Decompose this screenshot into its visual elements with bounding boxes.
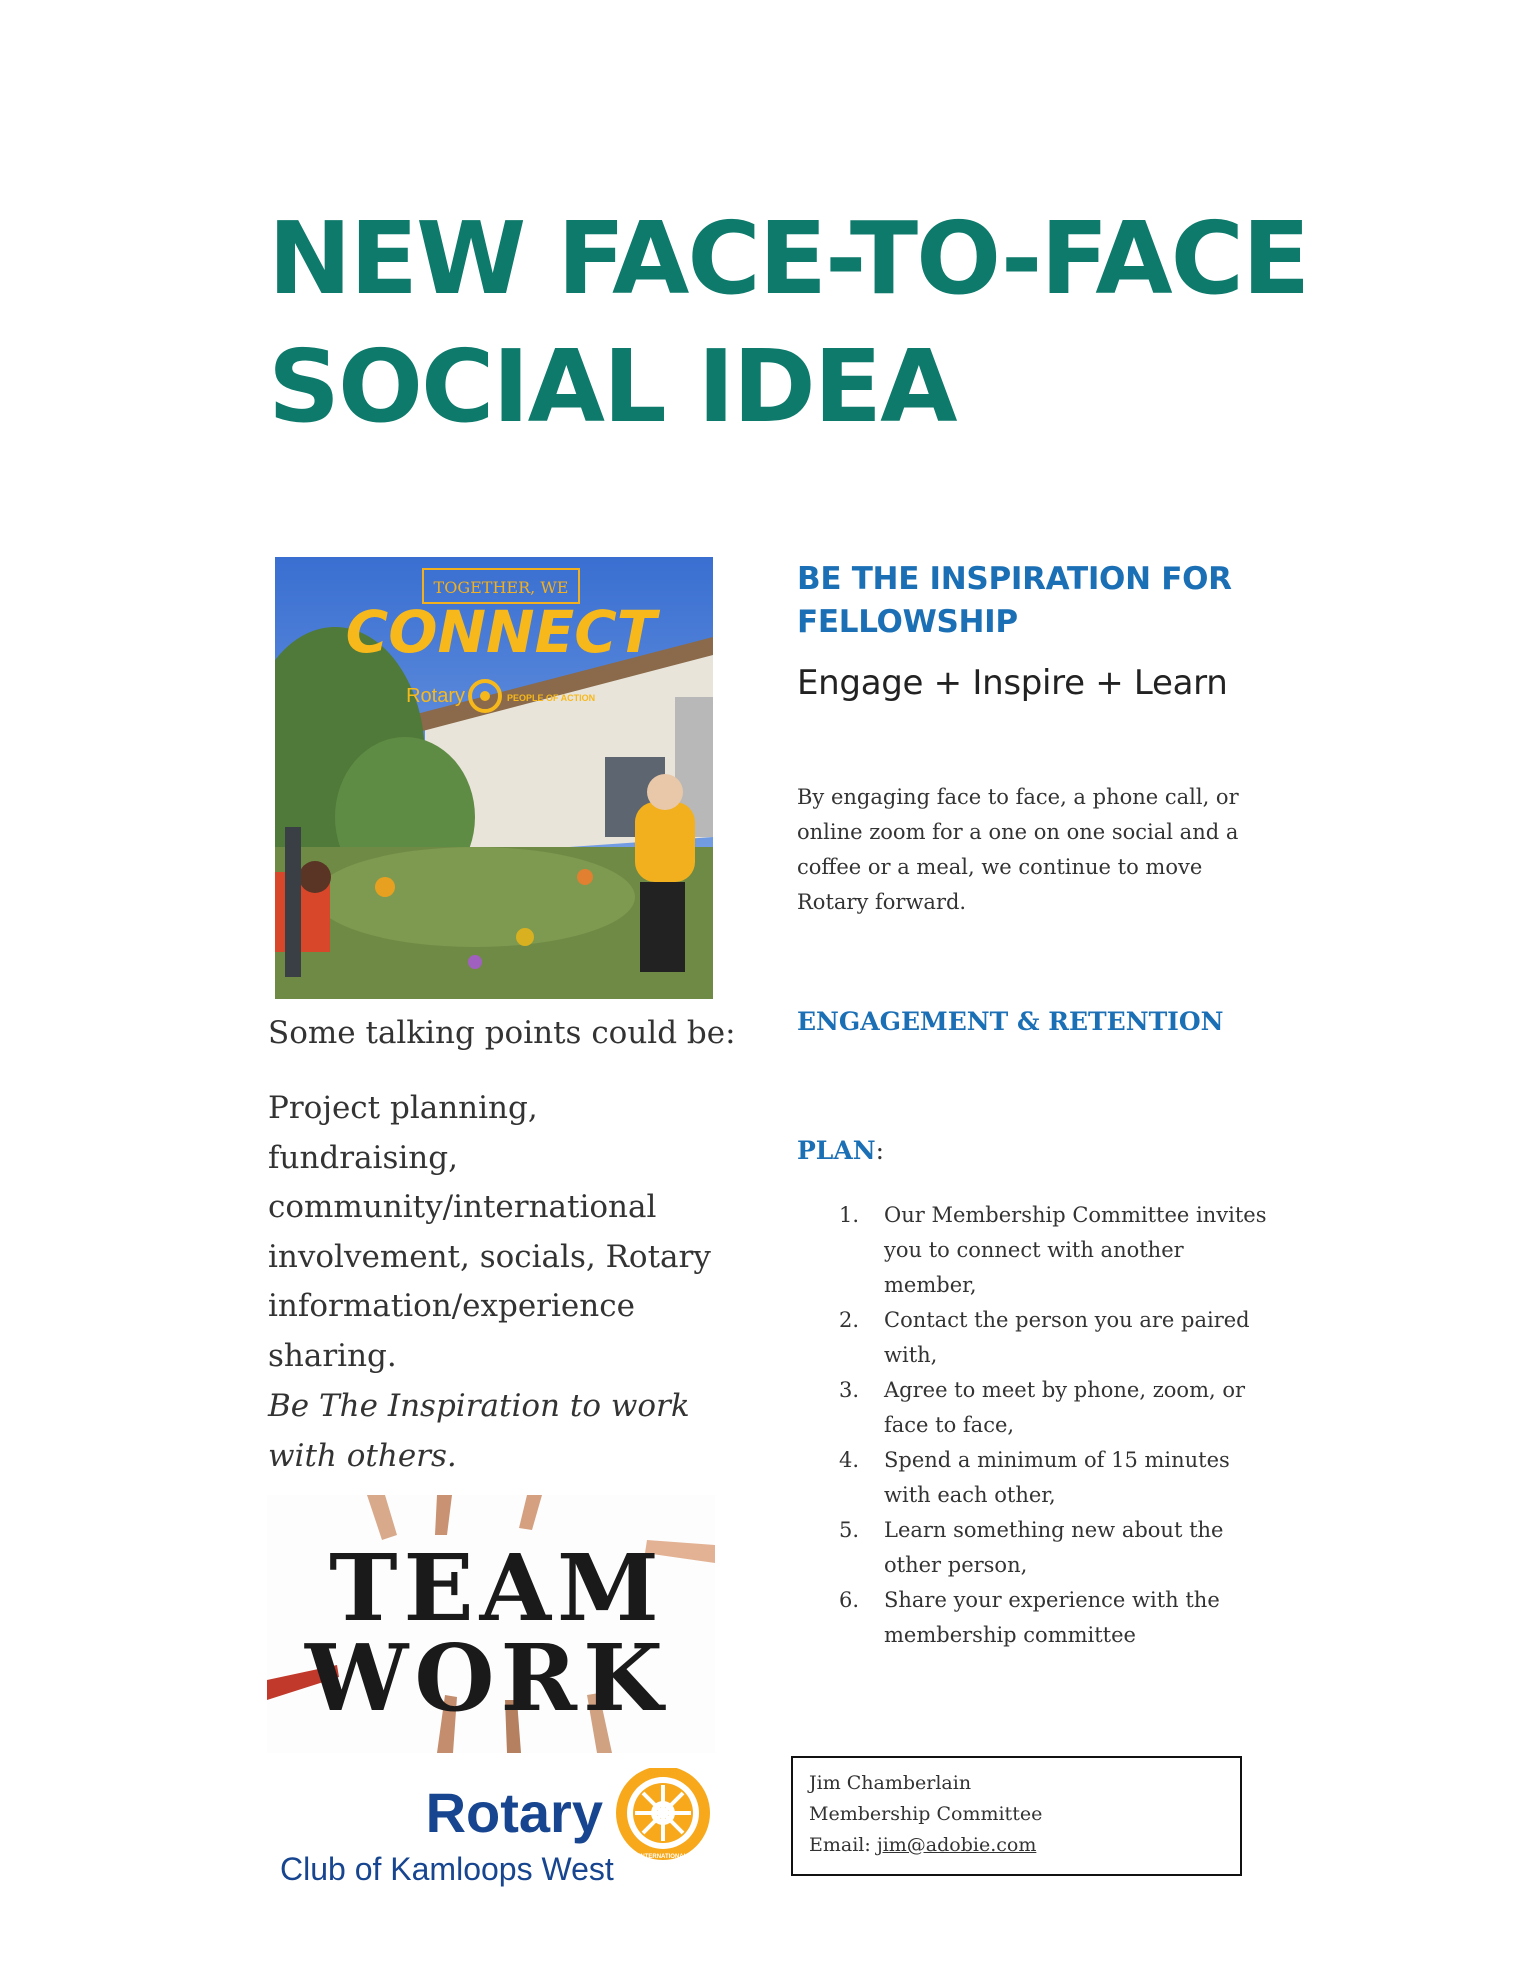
list-item-text: Spend a minimum of 15 minutes with each other, (884, 1448, 1230, 1507)
teamwork-hands-icon (267, 1495, 715, 1753)
logo-brand: Rotary (425, 1781, 603, 1844)
teamwork-image (267, 1495, 715, 1753)
list-item-number: 3. (839, 1378, 860, 1402)
garden-photo-icon (275, 557, 713, 999)
talking-points-heading: Some talking points could be: (268, 1015, 736, 1051)
contact-email-label: Email: (809, 1834, 877, 1856)
plan-heading (797, 1136, 884, 1165)
list-item (830, 1513, 1270, 1583)
list-item-text: Our Membership Committee invites you to connect with another member, (884, 1203, 1267, 1297)
inspiration-heading: BE THE INSPIRATION FOR FELLOWSHIP (797, 561, 1232, 640)
banner-big-text: CONNECT (345, 598, 657, 666)
rotary-club-logo (278, 1768, 718, 1900)
plan-heading-text: PLAN (797, 1136, 876, 1165)
list-item-text: Contact the person you are paired with, (884, 1308, 1250, 1367)
contact-role: Membership Committee (809, 1803, 1043, 1825)
rotary-logo-icon (278, 1768, 718, 1900)
talking-points-body: Project planning, fundraising, community/international involvement, socials, Rotary information/experience sharing. (268, 1090, 711, 1374)
list-item-text: Share your experience with the membership committee (884, 1588, 1220, 1647)
intro-paragraph: By engaging face to face, a phone call, or online zoom for a one on one social and a coffee or a meal, we continue to move Rotary forward. (797, 785, 1239, 914)
page-title (268, 195, 1368, 451)
photo-brand-text: Rotary (406, 685, 465, 707)
engagement-heading: ENGAGEMENT & RETENTION (797, 1007, 1224, 1036)
list-item-text: Learn something new about the other person, (884, 1518, 1224, 1577)
plan-heading-colon: : (875, 1136, 885, 1165)
contact-email-line (809, 1830, 1224, 1861)
list-item (830, 1583, 1270, 1653)
contact-email-link[interactable]: jim@adobie.com (876, 1834, 1037, 1856)
contact-name: Jim Chamberlain (809, 1772, 972, 1794)
wheel-bottom-text: INTERNATIONAL (638, 1854, 688, 1860)
wheel-top-text: ROTARY (646, 1768, 680, 1777)
teamwork-word-2: WORK (305, 1624, 669, 1732)
list-item-number: 1. (839, 1203, 860, 1227)
list-item-number: 6. (839, 1588, 860, 1612)
banner-small-text: TOGETHER, WE (433, 578, 569, 597)
inspiration-note: Be The Inspiration to work with others. (268, 1388, 690, 1474)
photo-tagline-text: PEOPLE OF ACTION (507, 693, 596, 703)
list-item (830, 1303, 1270, 1373)
list-item (830, 1373, 1270, 1443)
title-line-1: NEW FACE-TO-FACE (268, 200, 1309, 317)
list-item-number: 4. (839, 1448, 860, 1472)
rotary-wheel-icon (616, 1768, 710, 1860)
plan-list (830, 1198, 1270, 1653)
engage-subheading: Engage + Inspire + Learn (797, 663, 1228, 703)
contact-box (791, 1756, 1242, 1876)
list-item-number: 2. (839, 1308, 860, 1332)
connect-photo (275, 557, 713, 999)
list-item-text: Agree to meet by phone, zoom, or face to face, (884, 1378, 1246, 1437)
title-line-2: SOCIAL IDEA (268, 328, 956, 445)
list-item (830, 1198, 1270, 1303)
teamwork-word-1: TEAM (329, 1534, 665, 1642)
list-item-number: 5. (839, 1518, 860, 1542)
list-item (830, 1443, 1270, 1513)
logo-club-name: Club of Kamloops West (280, 1851, 614, 1887)
